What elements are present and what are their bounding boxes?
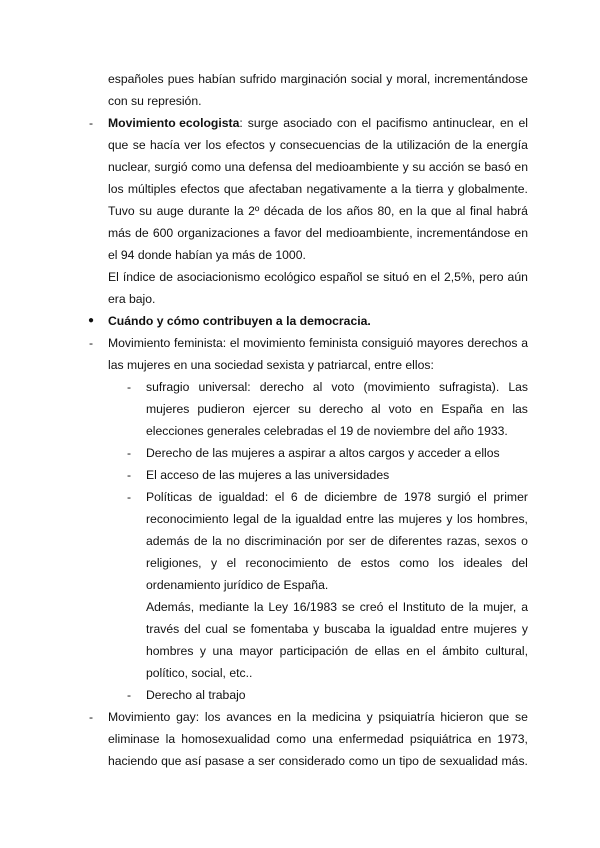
gay-line	[108, 731, 528, 747]
word: aún	[507, 270, 528, 284]
word: ejercer	[252, 402, 291, 416]
list-dash: -	[89, 336, 94, 350]
word: una	[212, 644, 233, 658]
word: el	[477, 490, 487, 504]
word: de	[263, 512, 277, 526]
word: los	[205, 138, 222, 152]
word: la	[212, 534, 222, 548]
word: ver	[184, 138, 202, 152]
word: tipo	[399, 754, 419, 768]
word: fomentaba	[250, 622, 309, 636]
feminista-line	[108, 335, 528, 351]
word: mayores	[416, 336, 464, 350]
word: a	[247, 754, 255, 768]
word: (movimiento	[363, 380, 430, 394]
word: Instituto	[402, 600, 446, 614]
word: del	[295, 160, 312, 174]
feminista-item-line	[146, 511, 528, 527]
word: 80,	[377, 204, 395, 218]
word: sufragista).	[438, 380, 500, 394]
word: primer	[493, 490, 528, 504]
word: se	[467, 160, 481, 174]
word: la	[401, 182, 412, 196]
intro-line: con su represión.	[108, 94, 202, 108]
word: la	[296, 710, 307, 724]
word: efectos	[225, 138, 265, 152]
feminista-item-line	[146, 643, 528, 659]
word: los	[326, 204, 342, 218]
word: ser	[258, 754, 276, 768]
word: español	[319, 270, 363, 284]
word: pasase	[204, 754, 245, 768]
word: el	[229, 336, 240, 350]
word: surge	[247, 116, 279, 130]
feminista-item-line	[146, 489, 528, 505]
word: Las	[508, 380, 528, 394]
word: la	[281, 512, 292, 526]
word: la	[165, 732, 176, 746]
word: a	[390, 182, 398, 196]
word: a	[521, 336, 528, 350]
word: el	[226, 556, 237, 570]
word: en	[477, 732, 492, 746]
word: situó	[383, 270, 409, 284]
word: las	[378, 512, 395, 526]
word: que	[223, 182, 245, 196]
ecologista-line	[108, 225, 528, 241]
word: eliminase	[108, 732, 160, 746]
word: del	[305, 226, 322, 240]
word: a	[263, 226, 271, 240]
word: homosexualidad	[181, 732, 271, 746]
word: pacifismo	[376, 116, 428, 130]
word: el	[274, 490, 285, 504]
word: ellas	[374, 644, 400, 658]
word: medioambiente,	[325, 226, 413, 240]
word: 1973,	[497, 732, 528, 746]
word: sexos	[484, 534, 517, 548]
word: antinuclear,	[432, 116, 495, 130]
word: las	[512, 402, 528, 416]
word: derecho	[319, 402, 364, 416]
word: habrá	[496, 204, 528, 218]
word: favor	[274, 226, 302, 240]
word: tierra	[415, 182, 444, 196]
feminista-item-line	[146, 621, 528, 637]
word: incrementándose	[434, 72, 528, 86]
ecologista-first-word: :	[239, 116, 243, 130]
word: feminista:	[174, 336, 227, 350]
sublist-dash: -	[127, 446, 132, 460]
word: hicieron	[440, 710, 484, 724]
word: considerado	[278, 754, 346, 768]
word: múltiples	[127, 182, 176, 196]
word: su	[139, 204, 153, 218]
word: ideales	[463, 556, 503, 570]
word: que	[431, 204, 452, 218]
word: el	[388, 600, 398, 614]
word: través	[146, 622, 180, 636]
word: negativamente	[306, 182, 387, 196]
word: y	[313, 622, 320, 636]
word: moral,	[396, 72, 431, 86]
word: mujeres	[473, 622, 517, 636]
word: en	[398, 204, 413, 218]
word: gay:	[176, 710, 200, 724]
word: basó	[484, 160, 511, 174]
word: mujeres	[146, 402, 190, 416]
word: la	[468, 600, 479, 614]
word: igualdad	[389, 622, 436, 636]
word: pero	[479, 270, 504, 284]
word: reconocimiento	[146, 512, 229, 526]
word: entre	[440, 622, 469, 636]
ecologista-line	[108, 181, 528, 197]
ecologista-line	[108, 203, 528, 219]
word: habían	[198, 72, 236, 86]
word: la	[375, 622, 385, 636]
word: 2º	[248, 204, 260, 218]
feminista-item-line	[146, 533, 528, 549]
word: derecho	[259, 380, 304, 394]
word: reconocimiento	[245, 556, 329, 570]
word: de	[337, 556, 352, 570]
word: una	[224, 160, 246, 174]
word: durante	[188, 204, 230, 218]
word: de	[354, 644, 369, 658]
feminista-item-line	[146, 379, 528, 395]
word: utilización	[396, 138, 451, 152]
word: de	[383, 490, 398, 504]
word: psiquiatría	[378, 710, 435, 724]
feminista-item-line: político, social, etc..	[146, 666, 253, 680]
word: los	[457, 512, 473, 526]
word: buscaba	[324, 622, 371, 636]
word: El	[108, 270, 119, 284]
gay-line	[108, 709, 528, 725]
word: el	[426, 644, 436, 658]
word: voto	[388, 402, 412, 416]
ecologista-first-line	[108, 115, 528, 131]
word: y	[211, 556, 218, 570]
word: de	[135, 226, 149, 240]
word: social	[350, 72, 383, 86]
word: de	[450, 600, 464, 614]
word: voto	[331, 380, 355, 394]
word: defensa	[248, 160, 293, 174]
word: década	[263, 204, 304, 218]
word: se	[341, 600, 355, 614]
word: energía	[486, 138, 528, 152]
word: del	[511, 556, 528, 570]
word: y	[446, 512, 453, 526]
word: la	[417, 204, 427, 218]
word: su	[412, 160, 426, 174]
word: así	[185, 754, 202, 768]
ecologista-line: el 94 donde habían ya más de 1000.	[108, 248, 306, 262]
word: hombres,	[477, 512, 528, 526]
word: y	[521, 622, 528, 636]
word: 2,5%,	[444, 270, 476, 284]
word: a	[521, 600, 528, 614]
word: avances	[226, 710, 272, 724]
word: medicina	[312, 710, 361, 724]
word: y	[269, 138, 276, 152]
word: de	[198, 490, 213, 504]
word: estos	[360, 556, 390, 570]
word: en	[499, 116, 514, 130]
word: acción	[428, 160, 465, 174]
word: medioambiente	[315, 160, 399, 174]
word: incrementándose	[416, 226, 511, 240]
feminista-item-line: elecciones generales celebradas el 19 de noviembre del año 1933.	[146, 424, 508, 438]
word: se	[366, 270, 380, 284]
word: en	[514, 160, 528, 174]
word: de	[422, 754, 437, 768]
word: 6	[290, 490, 298, 504]
word: se	[514, 710, 528, 724]
ecologista-line: era bajo.	[108, 292, 156, 306]
word: y	[199, 644, 206, 658]
word: consecuencias	[279, 138, 361, 152]
sublist-dash: -	[127, 380, 132, 394]
word: 16/1983	[292, 600, 338, 614]
feminista-item-line	[146, 401, 528, 417]
word: además	[146, 534, 190, 548]
word: del	[184, 622, 201, 636]
word: nuclear,	[108, 160, 151, 174]
word: diferentes	[388, 534, 443, 548]
word: pues	[167, 72, 195, 86]
word: pudieron	[197, 402, 245, 416]
word: por	[326, 534, 345, 548]
word: hacía	[150, 138, 180, 152]
word: Tuvo	[108, 204, 135, 218]
word: y	[402, 160, 409, 174]
word: de	[194, 534, 208, 548]
word: ser	[348, 534, 366, 548]
list-dash: -	[89, 116, 94, 130]
word: razas,	[446, 534, 480, 548]
word: final	[469, 204, 493, 218]
word: igualdad	[295, 512, 342, 526]
word: auge	[156, 204, 184, 218]
sublist-dash: -	[127, 468, 132, 482]
word: Políticas	[146, 490, 193, 504]
word: de	[454, 138, 469, 152]
ecologista-line	[108, 159, 528, 175]
feminista-line: las mujeres en una sociedad sexista y patriarcal, entre ellos:	[108, 358, 434, 372]
word: consiguió	[361, 336, 414, 350]
word: el	[361, 116, 372, 130]
word: Además,	[146, 600, 195, 614]
word: mujeres	[398, 512, 442, 526]
word: Movimiento	[108, 336, 171, 350]
word: mediante	[199, 600, 250, 614]
word: surgió	[437, 490, 471, 504]
ecologista-line	[108, 269, 528, 285]
word: hombres	[146, 644, 194, 658]
word: diciembre	[324, 490, 378, 504]
word: un	[382, 754, 396, 768]
word: entre	[346, 512, 374, 526]
word: el	[518, 116, 528, 130]
word: como	[399, 556, 430, 570]
ecologista-line	[108, 137, 528, 153]
feminista-item-line	[146, 599, 528, 615]
word: Movimiento	[108, 710, 171, 724]
word: al	[312, 380, 323, 394]
word: derechos	[467, 336, 518, 350]
word: índice	[122, 270, 156, 284]
word: la	[254, 600, 264, 614]
section-heading: Cuándo y cómo contribuyen a la democracia.	[108, 314, 371, 328]
word: en	[514, 226, 528, 240]
word: feminista	[309, 336, 358, 350]
word: 1978	[403, 490, 431, 504]
word: mayor	[239, 644, 274, 658]
feminista-item-line	[146, 555, 528, 571]
word: globalmente.	[458, 182, 528, 196]
word: afectaban	[248, 182, 303, 196]
word: el	[430, 270, 441, 284]
word: una	[312, 732, 333, 746]
list-dash: -	[89, 710, 94, 724]
word: la	[234, 204, 244, 218]
word: enfermedad	[338, 732, 404, 746]
word: efectos	[180, 182, 220, 196]
feminista-item-line: Derecho de las mujeres a aspirar a altos cargos y acceder a ellos	[146, 446, 500, 460]
word: en	[277, 710, 291, 724]
word: participación	[279, 644, 349, 658]
word: la	[472, 138, 483, 152]
word: y	[366, 710, 373, 724]
word: los	[204, 710, 221, 724]
word: psiquiátrica	[409, 732, 472, 746]
word: los	[438, 556, 455, 570]
feminista-item-line: El acceso de las mujeres a las universidades	[146, 468, 390, 482]
word: se	[232, 622, 246, 636]
word: universal:	[198, 380, 251, 394]
word: 600	[152, 226, 174, 240]
word: españoles	[108, 72, 164, 86]
word: de	[370, 534, 384, 548]
word: al	[455, 204, 466, 218]
word: más	[108, 226, 132, 240]
word: más.	[501, 754, 528, 768]
word: cultural,	[485, 644, 528, 658]
feminista-item-line: ordenamiento jurídico de España.	[146, 578, 329, 592]
word: asociado	[283, 116, 333, 130]
word: sexualidad	[439, 754, 498, 768]
word: religiones,	[146, 556, 202, 570]
word: cual	[205, 622, 228, 636]
word: Ley	[268, 600, 289, 614]
word: y	[386, 72, 393, 86]
section-bullet: ●	[88, 315, 95, 326]
word: igualdad:	[218, 490, 269, 504]
word: asociacionismo	[176, 270, 261, 284]
word: movimiento	[243, 336, 306, 350]
word: legal	[233, 512, 259, 526]
word: que	[108, 138, 129, 152]
word: años	[346, 204, 373, 218]
word: España	[441, 402, 483, 416]
word: de	[159, 270, 173, 284]
word: sufrido	[239, 72, 277, 86]
word: su	[298, 402, 312, 416]
word: y	[447, 182, 454, 196]
intro-line	[108, 71, 528, 87]
word: de	[304, 490, 318, 504]
word: como	[348, 754, 379, 768]
word: o	[521, 534, 528, 548]
word: sufragio	[146, 380, 190, 394]
word: creó	[359, 600, 384, 614]
word: en	[412, 270, 427, 284]
word: se	[132, 138, 146, 152]
word: en	[406, 644, 420, 658]
sublist-dash: -	[127, 490, 132, 504]
word: que	[161, 754, 182, 768]
feminista-item-line: Derecho al trabajo	[146, 688, 246, 702]
word: marginación	[280, 72, 347, 86]
word: mujer,	[483, 600, 517, 614]
word: en	[490, 402, 505, 416]
sublist-dash: -	[127, 688, 132, 702]
word: organizaciones	[177, 226, 260, 240]
word: surgió	[154, 160, 188, 174]
word: de	[308, 204, 322, 218]
word: ámbito	[442, 644, 479, 658]
word: haciendo	[108, 754, 158, 768]
word: la	[382, 138, 393, 152]
word: discriminación	[244, 534, 322, 548]
ecologista-term: Movimiento ecologista	[108, 116, 240, 130]
word: no	[226, 534, 240, 548]
word: con	[337, 116, 357, 130]
word: como	[191, 160, 222, 174]
word: al	[371, 402, 381, 416]
word: como	[276, 732, 307, 746]
word: que	[488, 710, 510, 724]
gay-line	[108, 753, 528, 769]
word: en	[419, 402, 434, 416]
word: ecológico	[264, 270, 316, 284]
word: los	[108, 182, 124, 196]
word: de	[364, 138, 379, 152]
